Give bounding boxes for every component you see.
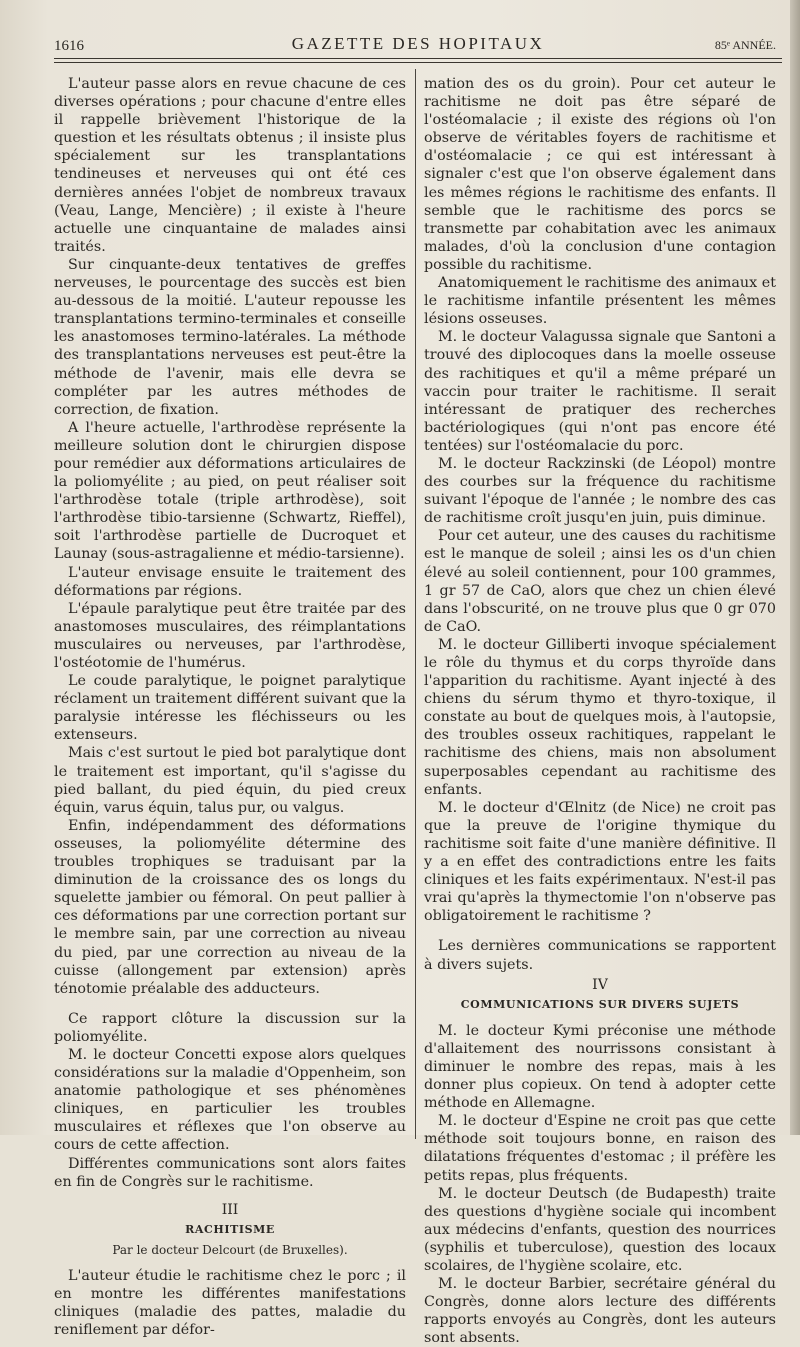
paragraph: Mais c'est surtout le pied bot paralytique dont le traitement est important, qu'il s'agisse du pied ballant, du pied équin, du pied creux équin, varus équin, talus pur, ou valgus. — [54, 745, 406, 816]
left-column — [54, 75, 406, 1347]
paragraph: mation des os du groin). Pour cet auteur le rachitisme ne doit pas être séparé de l'ostéomalacie ; il existe des régions où l'on observe de véritables foyers de rachitisme et d'ostéomalacie ; ce qui est intéressant à signaler c'est que l'on observe également dans les mêmes régions le rachitisme des enfants. Il semble que le rachitisme des porcs se transmette par cohabitation avec les animaux malades, d'où la conclusion d'une contagion possible du rachitisme. — [424, 76, 776, 273]
paragraph: M. le docteur Kymi préconise une méthode d'allaitement des nourrissons consistant à diminuer le nombre des repas, mais à les donner plus copieux. On tend à adopter cette méthode en Allemagne. — [424, 1022, 776, 1112]
page-edge — [790, 0, 800, 1135]
header-rule — [54, 58, 782, 63]
paragraph: Anatomiquement le rachitisme des animaux et le rachitisme infantile présentent les mêmes lésions osseuses. — [424, 275, 776, 328]
paragraph: Le coude paralytique, le poignet paralytique réclament un traitement différent suivant que la paralysie intéresse les fléchisseurs ou les extenseurs. — [54, 673, 406, 744]
paragraph: M. le docteur Valagussa signale que Santoni a trouvé des diplocoques dans la moelle osseuse des rachitiques et qu'il a même préparé un vaccin pour traiter le rachitisme. Il serait intéressant de pratiquer des recherches bactériologiques (qui n'ont pas encore été tentées) sur l'ostéomalacie du porc. — [424, 329, 776, 454]
paragraph: M. le docteur d'Œlnitz (de Nice) ne croit pas que la preuve de l'origine thymique du rachitisme soit faite d'une manière définitive. Il y a en effet des contradictions entre les faits cliniques et les faits expérimentaux. N'est-il pas vrai qu'après la thymectomie l'on n'observe pas obligatoirement le rachitisme ? — [424, 799, 776, 925]
paragraph: M. le docteur Barbier, secrétaire général du Congrès, donne alors lecture des différents rapports envoyés au Congrès, dont les auteurs sont absents. — [424, 1276, 776, 1347]
paragraph: Ce rapport clôture la discussion sur la poliomyélite. — [54, 1010, 406, 1045]
paragraph: M. le docteur Concetti expose alors quelques considérations sur la maladie d'Oppenheim, son anatomie pathologique et ses phénomènes cliniques, en particulier les troubles musculaires et réflexes que l'on observe au cours de cette affection. — [54, 1046, 406, 1154]
right-column — [424, 75, 776, 1347]
paragraph: M. le docteur Rackzinski (de Léopol) montre des courbes sur la fréquence du rachitisme suivant l'époque de l'année ; le nombre des cas de rachitisme croît jusqu'en juin, puis diminue. — [424, 455, 776, 527]
section-author: Par le docteur Delcourt (de Bruxelles). — [112, 1242, 348, 1257]
page-number: 1616 — [54, 38, 84, 54]
paragraph: M. le docteur Gilliberti invoque spécialement le rôle du thymus et du corps thyroïde dans l'apparition du rachitisme. Ayant injecté à des chiens du sérum thymo et thyro-toxique, il constate au bout de quelques mois, à l'autopsie, des troubles osseux rachitiques, rappelant le rachitisme des chiens, mais non absolument superposables cependant au rachitisme des enfants. — [424, 636, 776, 798]
section-number: III — [221, 1201, 239, 1218]
running-header — [54, 34, 782, 58]
section-title: RACHITISME — [185, 1222, 275, 1236]
volume-year: 85ᵉ ANNÉE. — [714, 38, 776, 52]
paragraph: M. le docteur d'Espine ne croit pas que cette méthode soit toujours bonne, en raison des dilatations fréquentes d'estomac ; il préfère les petits repas, plus fréquents. — [424, 1113, 776, 1184]
paragraph: Sur cinquante-deux tentatives de greffes nerveuses, le pourcentage des succès est bien au-dessous de la moitié. L'auteur repousse les transplantations termino-terminales et conseille les anastomoses termino-latérales. La méthode des transplantations nerveuses est peut-être la méthode de l'avenir, mais elle devra se compléter par les autres méthodes de correction, de fixation. — [54, 256, 406, 418]
paragraph: A l'heure actuelle, l'arthrodèse représente la meilleure solution dont le chirurgien dispose pour remédier aux déformations articulaires de la poliomyélite ; au pied, on peut réaliser soit l'arthrodèse totale (triple arthrodèse), soit l'arthrodèse tibio-tarsienne (Schwartz, Rieffel), soit l'arthrodèse partielle de Ducroquet et Launay (sous-astragalienne et médio-tarsienne). — [54, 419, 406, 563]
two-column-body — [54, 75, 782, 1347]
paragraph: L'auteur étudie le rachitisme chez le porc ; il en montre les différentes manifestations cliniques (maladie des pattes, maladie du reniflement par défor- — [54, 1268, 406, 1339]
paragraph: M. le docteur Deutsch (de Budapesth) traite des questions d'hygiène sociale qui incombent aux médecins d'enfants, question des nourrices (syphilis et tuberculose), question des locaux scolaires, de l'hygiène scolaire, etc. — [424, 1185, 776, 1274]
paragraph: L'auteur envisage ensuite le traitement des déformations par régions. — [54, 564, 406, 599]
column-divider — [415, 69, 416, 1139]
section-title: COMMUNICATIONS SUR DIVERS SUJETS — [460, 997, 740, 1011]
paragraph: Pour cet auteur, une des causes du rachitisme est le manque de soleil ; ainsi les os d'un chien élevé au soleil contiennent, pour 100 grammes, 1 gr 57 de CaO, alors que chez un chien élevé dans l'obscurité, on ne trouve plus que 0 gr 070 de CaO. — [424, 528, 776, 635]
section-number: IV — [592, 976, 608, 993]
paragraph: Les dernières communications se rapportent à divers sujets. — [424, 938, 776, 973]
paragraph: L'épaule paralytique peut être traitée par des anastomoses musculaires, des réimplantations musculaires ou nerveuses, par l'arthrodèse, l'ostéotomie de l'humérus. — [54, 600, 406, 671]
paragraph: L'auteur passe alors en revue chacune de ces diverses opérations ; pour chacune d'entre elles il rappelle brièvement l'historique de la question et les résultats obtenus ; il insiste plus spécialement sur les transplantations tendineuses et nerveuses qui ont été ces dernières années l'objet de nombreux travaux (Veau, Lange, Mencière) ; il existe à l'heure actuelle une cinquantaine de malades ainsi traités. — [54, 76, 406, 255]
paragraph: Différentes communications sont alors faites en fin de Congrès sur le rachitisme. — [54, 1155, 406, 1190]
journal-title: GAZETTE DES HOPITAUX — [291, 34, 545, 53]
paragraph: Enfin, indépendamment des déformations osseuses, la poliomyélite détermine des troubles trophiques se traduisant par la diminution de la croissance des os longs du squelette jambier ou fémoral. On peut pallier à ces déformations par une correction portant sur le membre sain, par une correction au niveau du pied, par une correction au niveau de la cuisse (allongement par extension) après ténotomie préalable des adducteurs. — [54, 817, 406, 997]
